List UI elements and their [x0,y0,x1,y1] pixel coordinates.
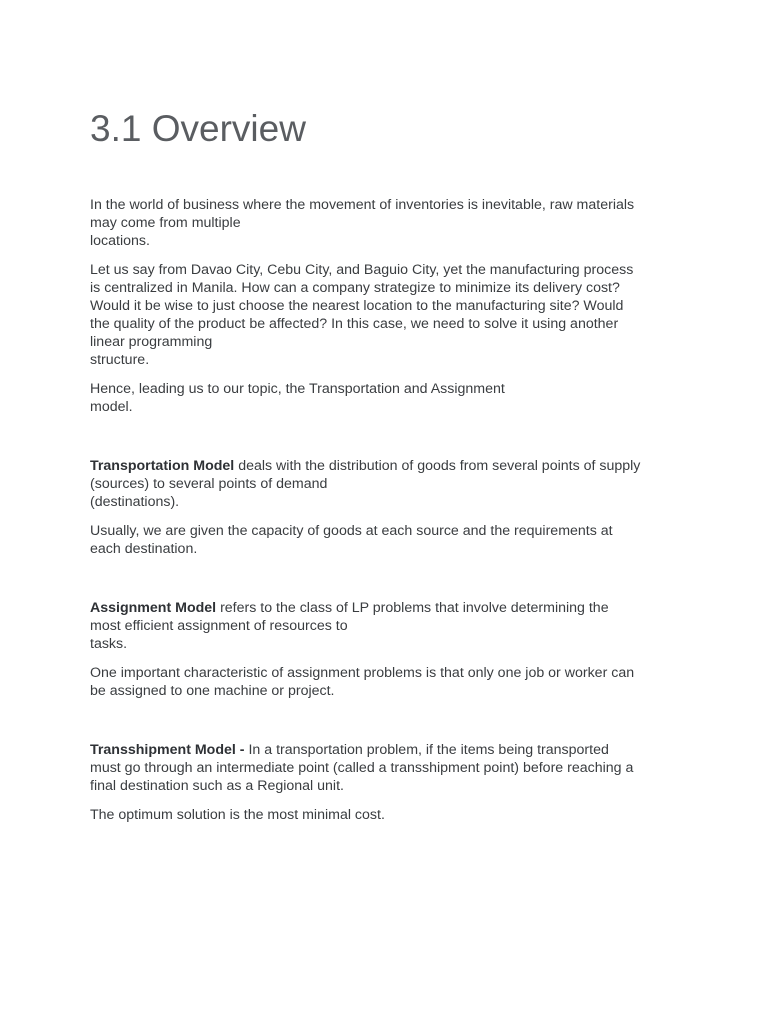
intro-paragraph-2-line: linear programming [90,334,213,350]
intro-paragraph-2-line: Would it be wise to just choose the nearest location to the manufacturing site? Would [90,298,624,314]
intro-paragraph-1-line: locations. [90,233,150,249]
transshipment-definition-line [90,741,609,759]
intro-paragraph-2-line: the quality of the product be affected? In this case, we need to solve it using another [90,316,619,332]
transportation-definition-line: (sources) to several points of demand [90,476,328,492]
transportation-definition-line [90,457,640,475]
intro-paragraph-3-line: model. [90,399,133,415]
assignment-definition-line: tasks. [90,636,128,652]
transportation-definition-line: (destinations). [90,494,180,510]
intro-paragraph-3-line: Hence, leading us to our topic, the Transportation and Assignment [90,381,505,397]
transportation-paragraph-line: Usually, we are given the capacity of goods at each source and the requirements at [90,523,613,539]
intro-paragraph-1-line: may come from multiple [90,215,241,231]
page-title: 3.1 Overview [90,108,306,149]
transportation-model-term: Transportation Model [90,458,235,474]
transportation-definition-text: deals with the distribution of goods from several points of supply [234,458,641,474]
assignment-definition-line: most efficient assignment of resources to [90,618,348,634]
assignment-model-term: Assignment Model [90,600,217,616]
intro-paragraph-1-line: In the world of business where the movement of inventories is inevitable, raw materials [90,197,635,213]
assignment-definition-line [90,599,609,617]
intro-paragraph-2-line: structure. [90,352,150,368]
intro-paragraph-2-line: is centralized in Manila. How can a company strategize to minimize its delivery cost? [90,280,620,296]
transshipment-model-term: Transshipment Model - [90,742,245,758]
transshipment-paragraph-line: The optimum solution is the most minimal cost. [90,807,385,823]
assignment-paragraph-line: be assigned to one machine or project. [90,683,335,699]
transshipment-definition-line: must go through an intermediate point (called a transshipment point) before reaching a [90,760,634,776]
transshipment-definition-text: In a transportation problem, if the items being transported [244,742,609,758]
assignment-definition-text: refers to the class of LP problems that involve determining the [216,600,609,616]
assignment-paragraph-line: One important characteristic of assignment problems is that only one job or worker can [90,665,635,681]
transshipment-definition-line: final destination such as a Regional unit. [90,778,344,794]
intro-paragraph-2-line: Let us say from Davao City, Cebu City, and Baguio City, yet the manufacturing process [90,262,634,278]
transportation-paragraph-line: each destination. [90,541,198,557]
